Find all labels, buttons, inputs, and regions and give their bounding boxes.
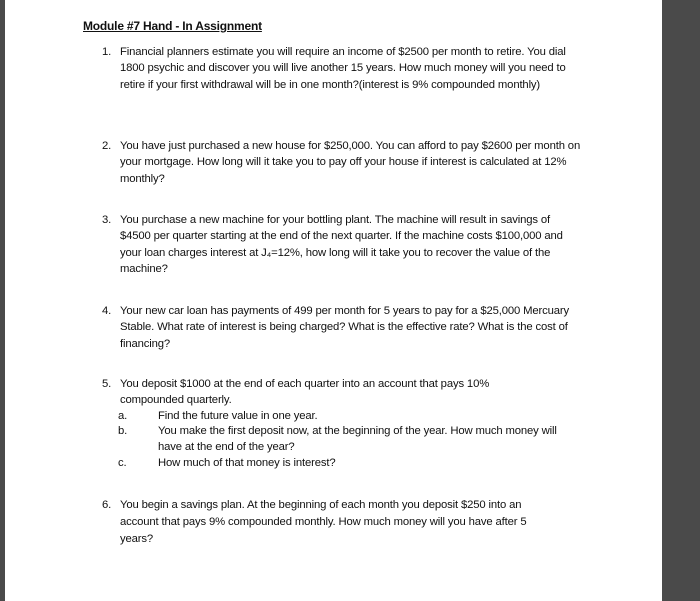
question-6 (102, 497, 552, 548)
question-5 (102, 377, 582, 472)
sub-label: a. (118, 409, 128, 422)
question-2 (102, 138, 582, 187)
sub-question-b (120, 424, 582, 456)
sub-label: c. (118, 456, 127, 469)
question-text: You begin a savings plan. At the beginning of each month you deposit $250 into an account that pays 9% compounded monthly. How much money will you have after 5 years? (120, 499, 527, 545)
sub-question-c (120, 456, 582, 472)
question-number: 3. (102, 214, 112, 226)
question-text: You have just purchased a new house for $250,000. You can afford to pay $2600 per month on your mortgage. How long will it take you to pay off your house if interest is calculated at 12% monthly? (120, 140, 581, 185)
question-text: Financial planners estimate you will require an income of $2500 per month to retire. You dial 1800 psychic and discover you will live another 15 years. How much money will you need to retire if your first withdrawal will be in one month?(interest is 9% compounded monthly) (120, 46, 566, 91)
left-border (0, 0, 5, 601)
question-text: Your new car loan has payments of 499 per month for 5 years to pay for a $25,000 Mercuary Stable. What rate of interest is being charged? What is the effective rate? What is the cost of financing? (120, 305, 570, 350)
question-number: 5. (102, 378, 112, 390)
question-1 (102, 44, 582, 93)
question-number: 2. (102, 140, 112, 152)
question-4 (102, 303, 582, 352)
page-title: Module #7 Hand - In Assignment (83, 19, 262, 33)
sub-label: b. (118, 425, 128, 438)
question-3 (102, 212, 582, 277)
question-number: 1. (102, 46, 112, 58)
question-text: You deposit $1000 at the end of each quarter into an account that pays 10% compounded quarterly. (120, 378, 490, 406)
right-scroll-area (662, 0, 700, 601)
sub-text: How much of that money is interest? (158, 456, 336, 469)
question-number: 6. (102, 499, 112, 511)
sub-text: You make the first deposit now, at the beginning of the year. How much money will have at the end of the year? (158, 425, 557, 454)
question-text: You purchase a new machine for your bottling plant. The machine will result in savings of $4500 per quarter starting at the end of the next quarter. If the machine costs $100,000 and your loan charges interest at J₄=12%, how long will it take you to recover the value of the machine? (120, 214, 563, 275)
sub-text: Find the future value in one year. (158, 409, 318, 422)
question-number: 4. (102, 305, 112, 317)
sub-question-a (120, 409, 582, 425)
